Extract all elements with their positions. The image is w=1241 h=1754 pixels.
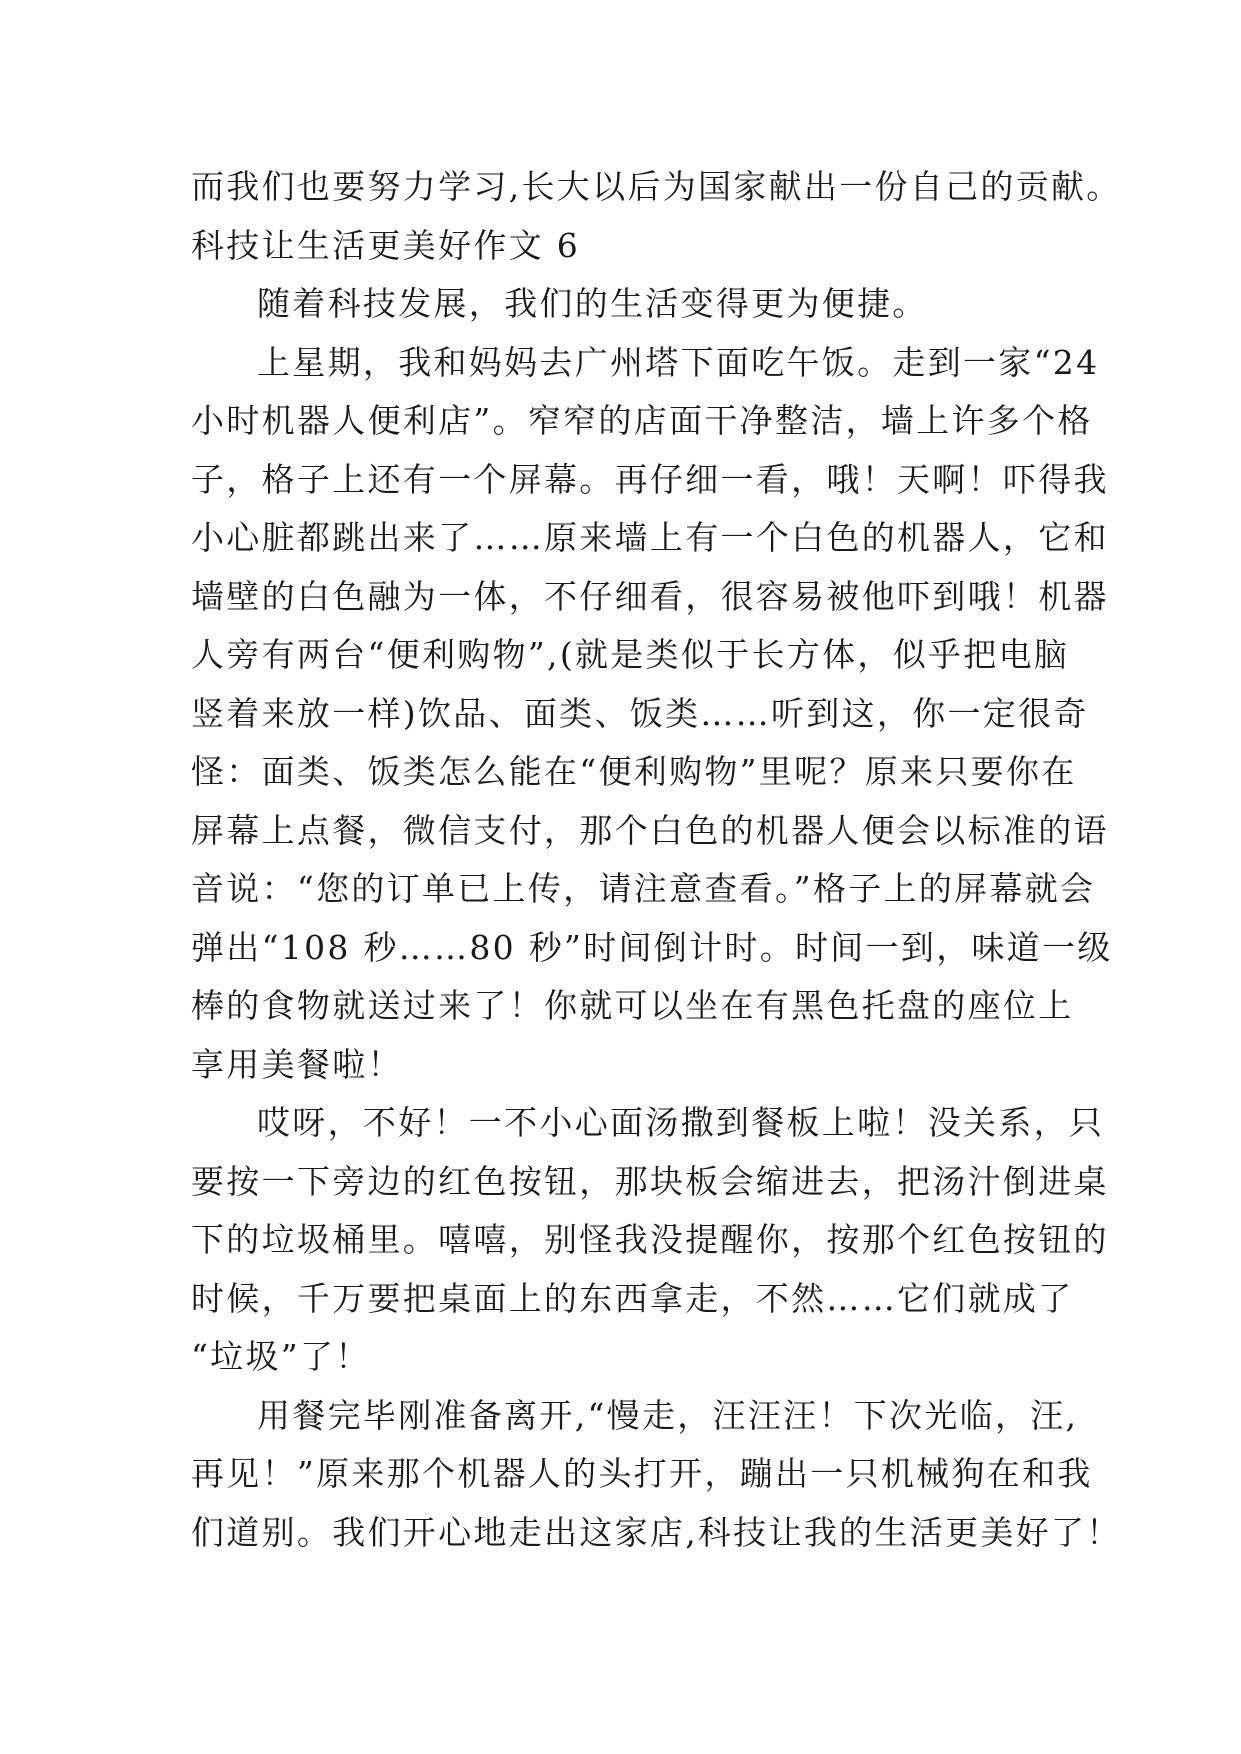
paragraph-line: 弹出“108 秒……80 秒”时间倒计时。时间一到，味道一级 [191,927,1113,967]
paragraph-line: 时候，千万要把桌面上的东西拿走，不然……它们就成了 [191,1278,1074,1318]
paragraph-line: 竖着来放一样)饮品、面类、饭类……听到这，你一定很奇 [191,693,1089,733]
paragraph-line: 怪：面类、饭类怎么能在“便利购物”里呢？原来只要你在 [191,752,1077,791]
paragraph-line: 小时机器人便利店”。窄窄的店面干净整洁，墙上许多个格 [191,401,1093,440]
paragraph-line: 下的垃圾桶里。嘻嘻，别怪我没提醒你，按那个红色按钮的 [191,1220,1109,1259]
paragraph-line: “垃圾”了！ [191,1337,371,1376]
paragraph-line: 人旁有两台“便利购物”,(就是类似于长方体，似乎把电脑 [191,635,1070,674]
paragraph-line: 墙壁的白色融为一体，不仔细看，很容易被他吓到哦！机器 [191,576,1109,616]
paragraph-line: 们道别。我们开心地走出这家店,科技让我的生活更美好了！ [191,1512,1122,1552]
essay-body [191,158,1122,1562]
paragraph-line: 用餐完毕刚准备离开,“慢走，汪汪汪！下次光临，汪, [257,1395,1079,1435]
intro-line: 而我们也要努力学习,长大以后为国家献出一份自己的贡献。 [191,167,1122,206]
paragraph-4 [191,1387,1122,1563]
paragraph-line: 再见！”原来那个机器人的头打开，蹦出一只机械狗在和我 [191,1454,1093,1493]
paragraph-2 [191,334,1113,1095]
paragraph-line: 屏幕上点餐，微信支付，那个白色的机器人便会以标准的语 [191,810,1109,850]
paragraph-3 [191,1094,1109,1387]
paragraph-line: 享用美餐啦！ [191,1044,403,1084]
paragraph-line: 棒的食物就送过来了！你就可以坐在有黑色托盘的座位上 [191,986,1074,1025]
paragraph-line: 子，格子上还有一个屏幕。再仔细一看，哦！天啊！吓得我 [191,459,1109,499]
essay-heading: 科技让生活更美好作文 6 [191,225,581,265]
paragraph-line: 上星期，我和妈妈去广州塔下面吃午饭。走到一家“24 [257,342,1100,382]
paragraph-1 [191,275,1091,334]
paragraph-line: 哎呀，不好！一不小心面汤撒到餐板上啦！没关系，只 [257,1103,1105,1142]
paragraph-line: 要按一下旁边的红色按钮，那块板会缩进去，把汤汁倒进桌 [191,1161,1109,1201]
paragraph-line: 音说：“您的订单已上传，请注意查看。”格子上的屏幕就会 [191,869,1096,908]
paragraph-line: 随着科技发展，我们的生活变得更为便捷。 [257,284,928,323]
paragraph-line: 小心脏都跳出来了……原来墙上有一个白色的机器人，它和 [191,518,1109,557]
